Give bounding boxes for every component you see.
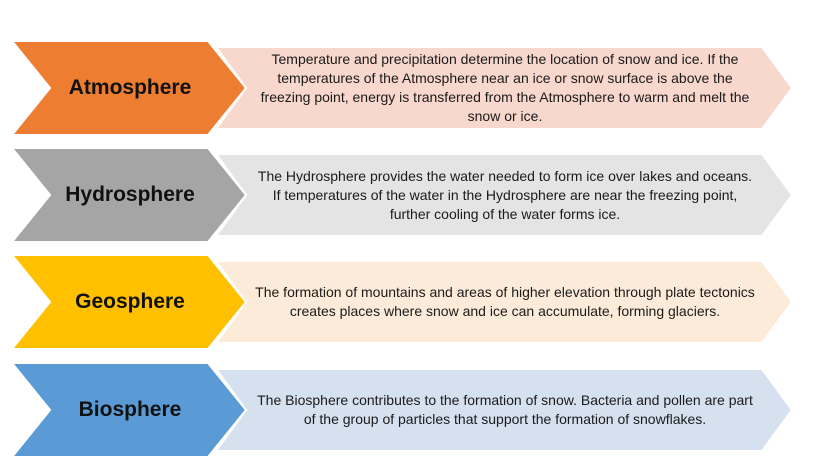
sphere-description: The Hydrosphere provides the water needed to form ice over lakes and oceans. If temperatures of the water in the Hydrosphere are near the freezing point, further cooling of the water forms ice. — [257, 167, 753, 222]
sphere-description: Temperature and precipitation determine the location of snow and ice. If the temperatures of the Atmosphere near an ice or snow surface is above the freezing point, energy is transferred from the Atmosphere to warm and melt the snow or ice. — [260, 51, 750, 124]
sphere-label: Hydrosphere — [65, 183, 195, 206]
row-geosphere — [0, 255, 820, 349]
row-hydrosphere — [0, 148, 820, 242]
sphere-label: Biosphere — [78, 398, 182, 421]
sphere-label: Geosphere — [75, 290, 185, 313]
row-biosphere — [0, 363, 820, 457]
row-atmosphere — [0, 41, 820, 135]
sphere-description: The Biosphere contributes to the formation of snow. Bacteria and pollen are part of the group of particles that support the formation of snowflakes. — [257, 392, 753, 427]
sphere-label: Atmosphere — [68, 76, 192, 99]
sphere-description: The formation of mountains and areas of higher elevation through plate tectonics creates places where snow and ice can accumulate, forming glaciers. — [255, 284, 755, 319]
